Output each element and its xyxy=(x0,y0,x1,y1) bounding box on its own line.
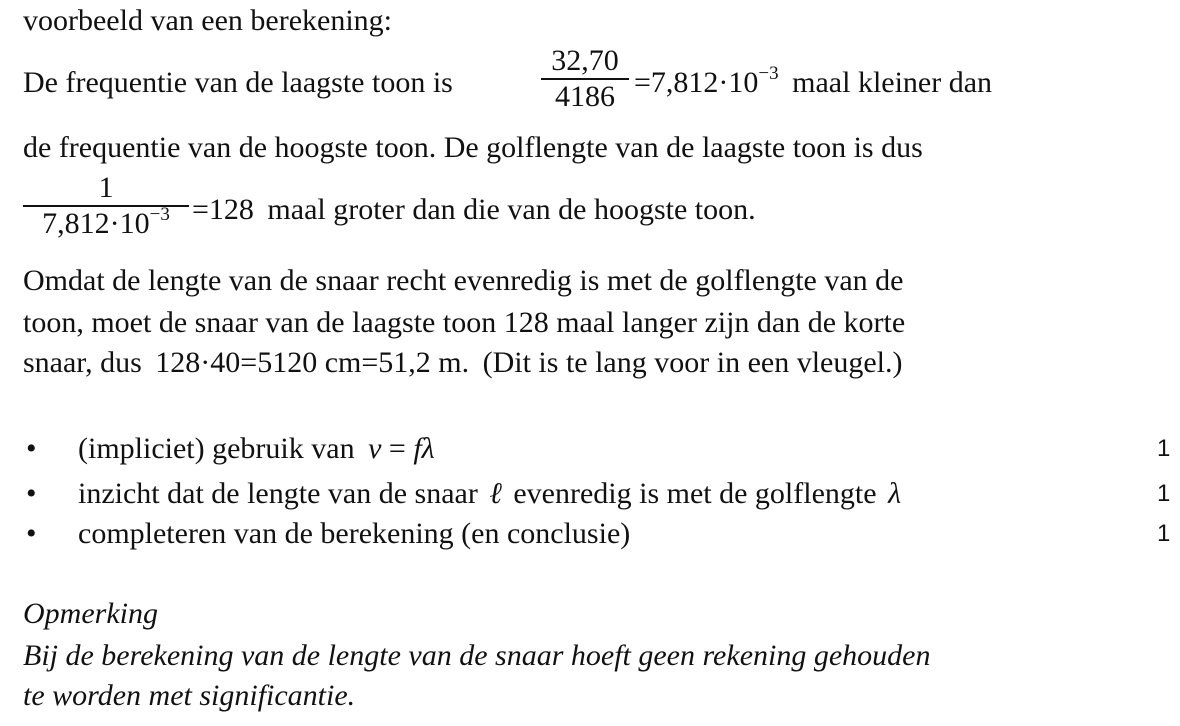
intro-text: voorbeeld van een berekening: xyxy=(23,4,393,37)
ratio-suffix-text: maal kleiner dan xyxy=(792,66,993,99)
formula-lambda: λ xyxy=(421,432,435,465)
wavelength-ratio-result xyxy=(192,193,756,227)
fraction-numerator: 32,70 xyxy=(551,44,619,77)
fraction2-denominator: $7,812\cdot 10^{-3}$ xyxy=(42,204,170,240)
formula-f: f xyxy=(413,432,422,465)
wavelength-intro-text: de frequentie van de hoogste toon. De golflengte van de laagste toon is dus xyxy=(23,131,923,164)
frequency-text: De frequentie van de laagste toon is xyxy=(23,66,453,99)
criterion-score: 1 xyxy=(1157,520,1171,547)
note-line-2: te worden met significantie. xyxy=(23,679,356,712)
snaar-dus-text: snaar, dus xyxy=(23,346,142,379)
note-line-1: Bij de berekening van de lengte van de snaar hoeft geen rekening gehouden xyxy=(23,639,931,672)
formula-equals: = xyxy=(381,432,414,465)
length-calculation: 128·40=5120 cm=51,2 m. xyxy=(155,346,470,379)
calc-line-frequency xyxy=(23,66,453,100)
wavelength-ratio-text: maal groter dan die van de hoogste toon. xyxy=(267,193,756,226)
paragraph-line-5: Omdat de lengte van de snaar recht evenredig is met de golflengte van de xyxy=(23,264,904,297)
formula-v: v xyxy=(368,432,382,465)
frequency-ratio-result xyxy=(634,63,993,104)
criterion-text: (impliciet) gebruik van v = fλ xyxy=(78,432,435,465)
fraction2-numerator: 1 xyxy=(98,171,114,204)
bullet-icon: • xyxy=(26,517,37,550)
vleugel-remark: (Dit is te lang voor in een vleugel.) xyxy=(482,346,903,379)
fraction2-exponent: −3 xyxy=(149,204,170,225)
criterion-text: inzicht dat de lengte van de snaar ℓ evenredig is met de golflengte λ xyxy=(78,477,902,510)
bullet-icon: • xyxy=(26,432,37,465)
note-title: Opmerking xyxy=(23,597,158,630)
ratio-value: =7,812·10 xyxy=(634,66,759,99)
bullet-icon: • xyxy=(26,477,37,510)
symbol-lambda: λ xyxy=(888,477,902,510)
fraction-frequency-ratio xyxy=(541,44,629,114)
ratio-exponent: −3 xyxy=(758,63,779,84)
criterion-text: completeren van de berekening (en conclusie) xyxy=(78,517,631,550)
criterion-score: 1 xyxy=(1157,435,1171,462)
fraction-wavelength-ratio xyxy=(23,171,189,245)
fraction-denominator: 4186 xyxy=(555,80,615,113)
criterion-score: 1 xyxy=(1157,480,1171,507)
paragraph-line-7 xyxy=(23,346,903,380)
symbol-ell: ℓ xyxy=(489,477,502,510)
wavelength-ratio-value: =128 xyxy=(192,193,254,226)
paragraph-line-6: toon, moet de snaar van de laagste toon 128 maal langer zijn dan de korte xyxy=(23,306,906,339)
